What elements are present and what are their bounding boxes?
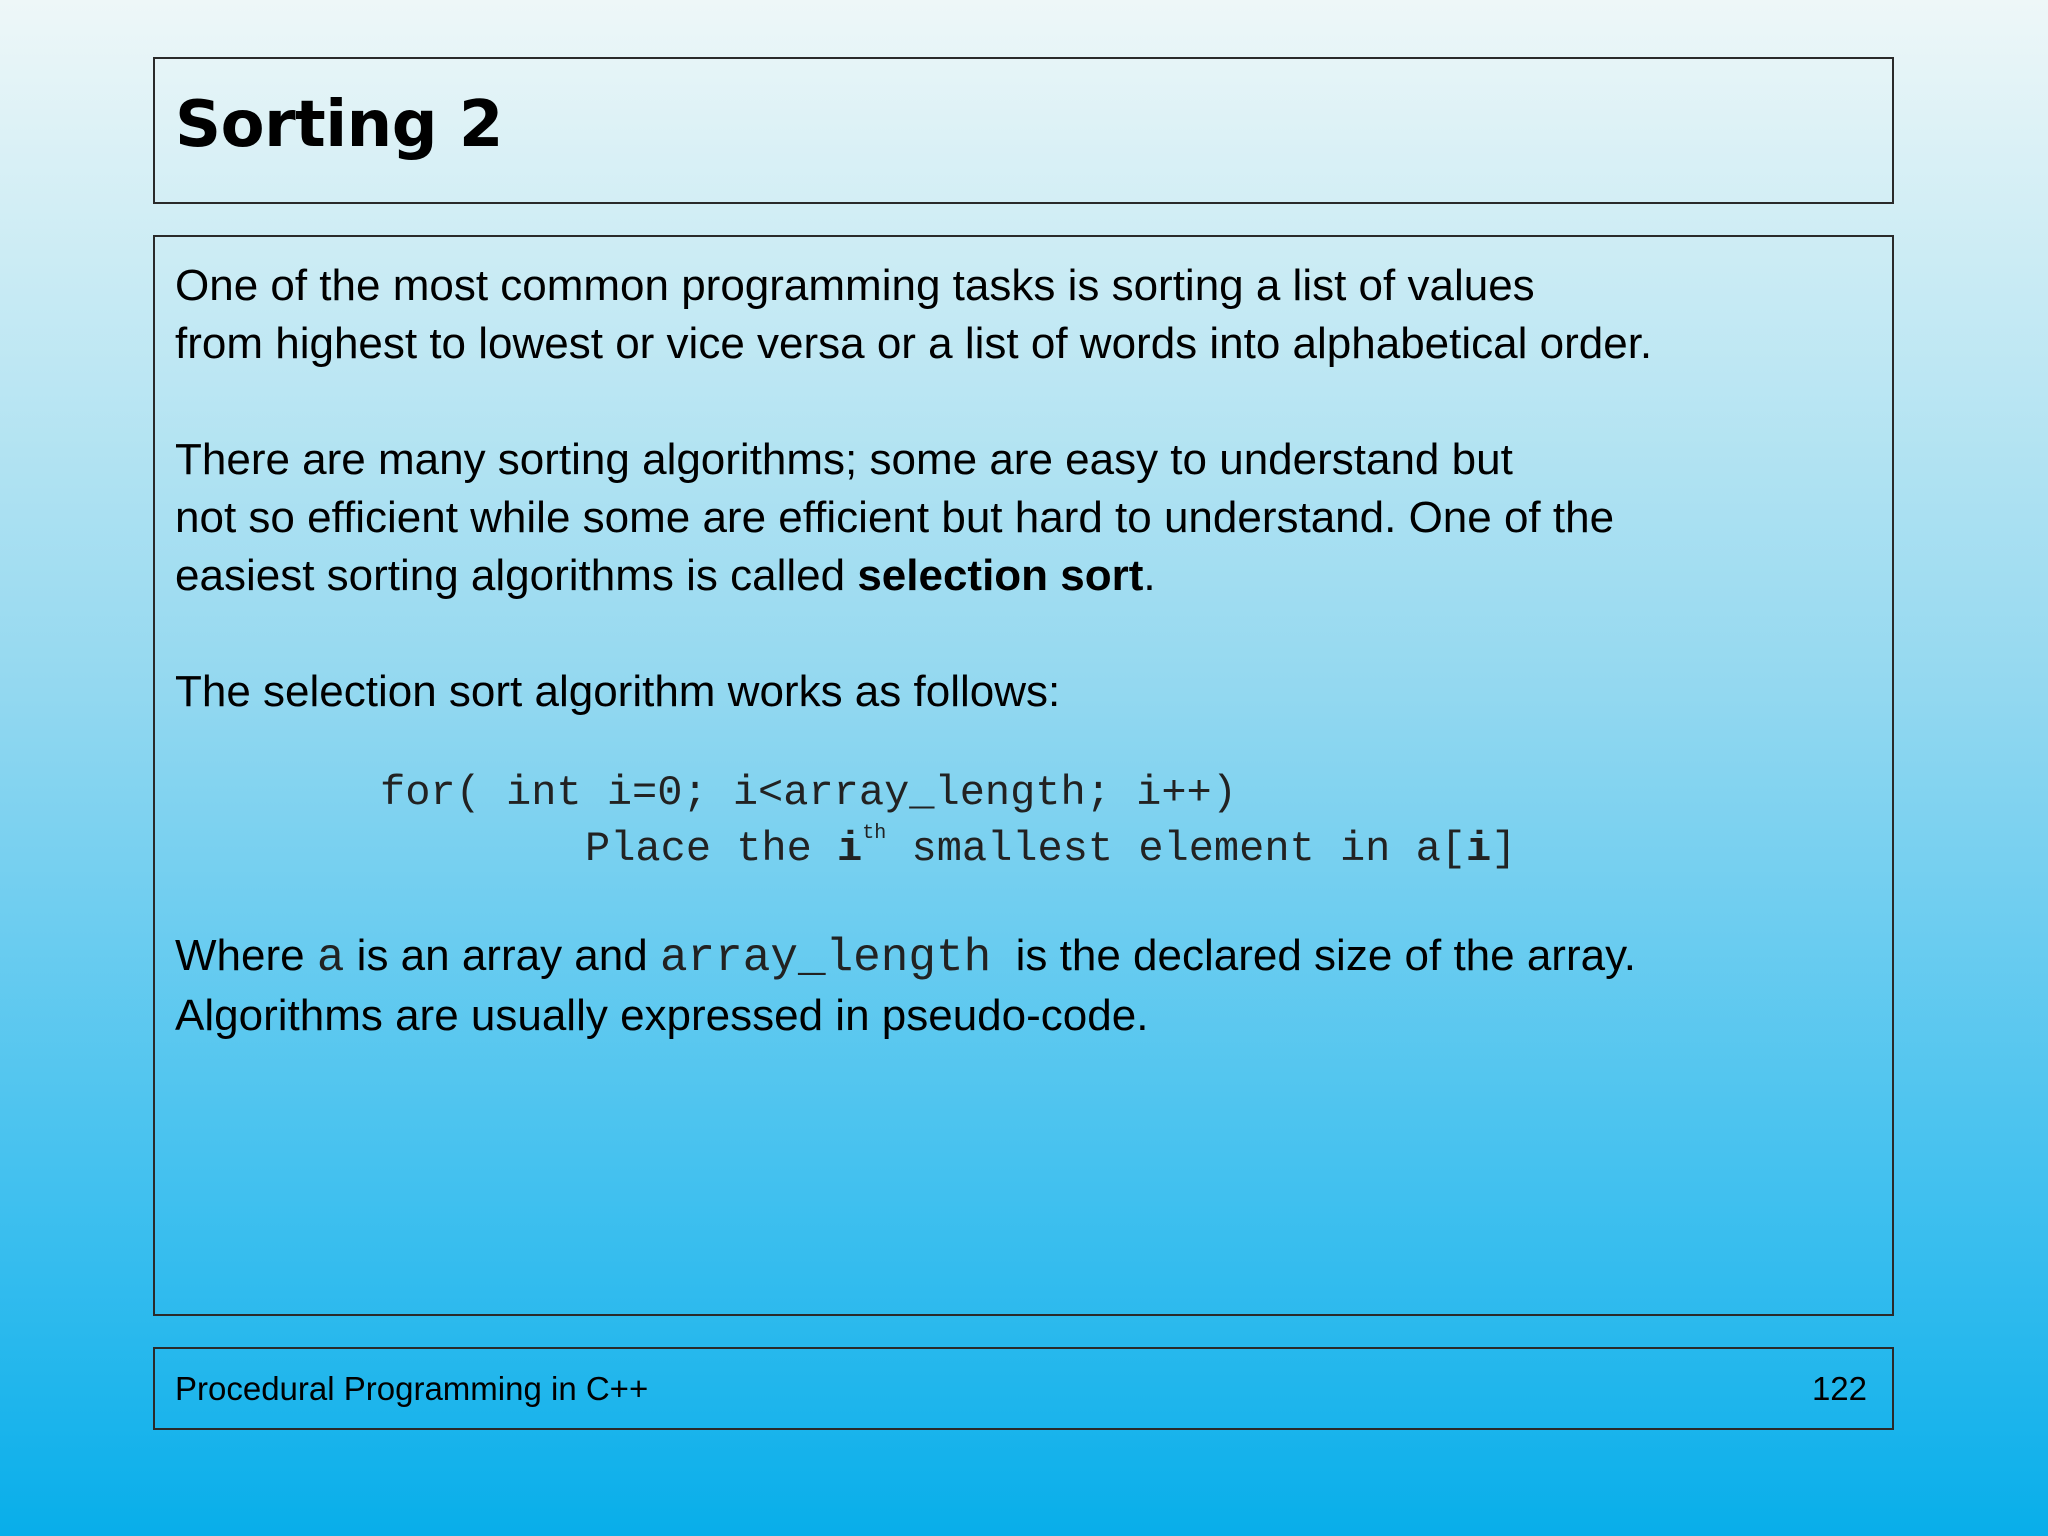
selection-sort-term: selection sort	[857, 551, 1144, 600]
array-name-code: a	[316, 932, 345, 984]
pseudo-code-block	[175, 765, 1872, 877]
intro-paragraph	[175, 257, 1872, 373]
footer-page-number: 122	[1811, 1370, 1867, 1407]
code-line-for-loop: for( int i=0; i<array_length; i++)	[380, 769, 1237, 817]
code-superscript-th: th	[862, 822, 887, 845]
definition-text-array: is an array and	[344, 931, 660, 980]
code-index-i-bracket: i	[1465, 825, 1492, 873]
array-length-code: array_length	[659, 932, 992, 984]
content-frame	[153, 235, 1894, 1316]
definition-line-2: Algorithms are usually expressed in pseudo-code.	[175, 991, 1149, 1040]
slide-body	[175, 257, 1872, 1045]
slide-title: Sorting 2	[175, 88, 503, 162]
intro-line-1: One of the most common programming tasks is sorting a list of values	[175, 261, 1535, 310]
title-frame	[153, 57, 1894, 204]
definition-paragraph	[175, 927, 1872, 1045]
algorithms-line-3	[175, 547, 1872, 605]
algorithms-line-3-prefix: easiest sorting algorithms is called	[175, 551, 858, 600]
code-place-text: Place the	[585, 825, 838, 873]
definition-line-1	[175, 927, 1872, 987]
works-as-follows-paragraph: The selection sort algorithm works as follows:	[175, 667, 1061, 716]
algorithms-line-1: There are many sorting algorithms; some are easy to understand but	[175, 435, 1513, 484]
footer-course-title: Procedural Programming in C++	[175, 1370, 649, 1407]
definition-text-size: is the declared size of the array.	[991, 931, 1637, 980]
intro-line-2: from highest to lowest or vice versa or a list of words into alphabetical order.	[175, 319, 1653, 368]
definition-text-where: Where	[175, 931, 317, 980]
code-index-i: i	[837, 825, 863, 873]
code-smallest-text: smallest element in a[	[886, 825, 1466, 873]
algorithms-line-2: not so efficient while some are efficient but hard to understand. One of the	[175, 493, 1615, 542]
code-closing-bracket: ]	[1491, 825, 1517, 873]
algorithms-paragraph	[175, 431, 1872, 605]
algorithms-line-3-suffix: .	[1143, 551, 1156, 600]
code-line-place	[175, 821, 1872, 877]
footer-frame	[153, 1347, 1894, 1430]
